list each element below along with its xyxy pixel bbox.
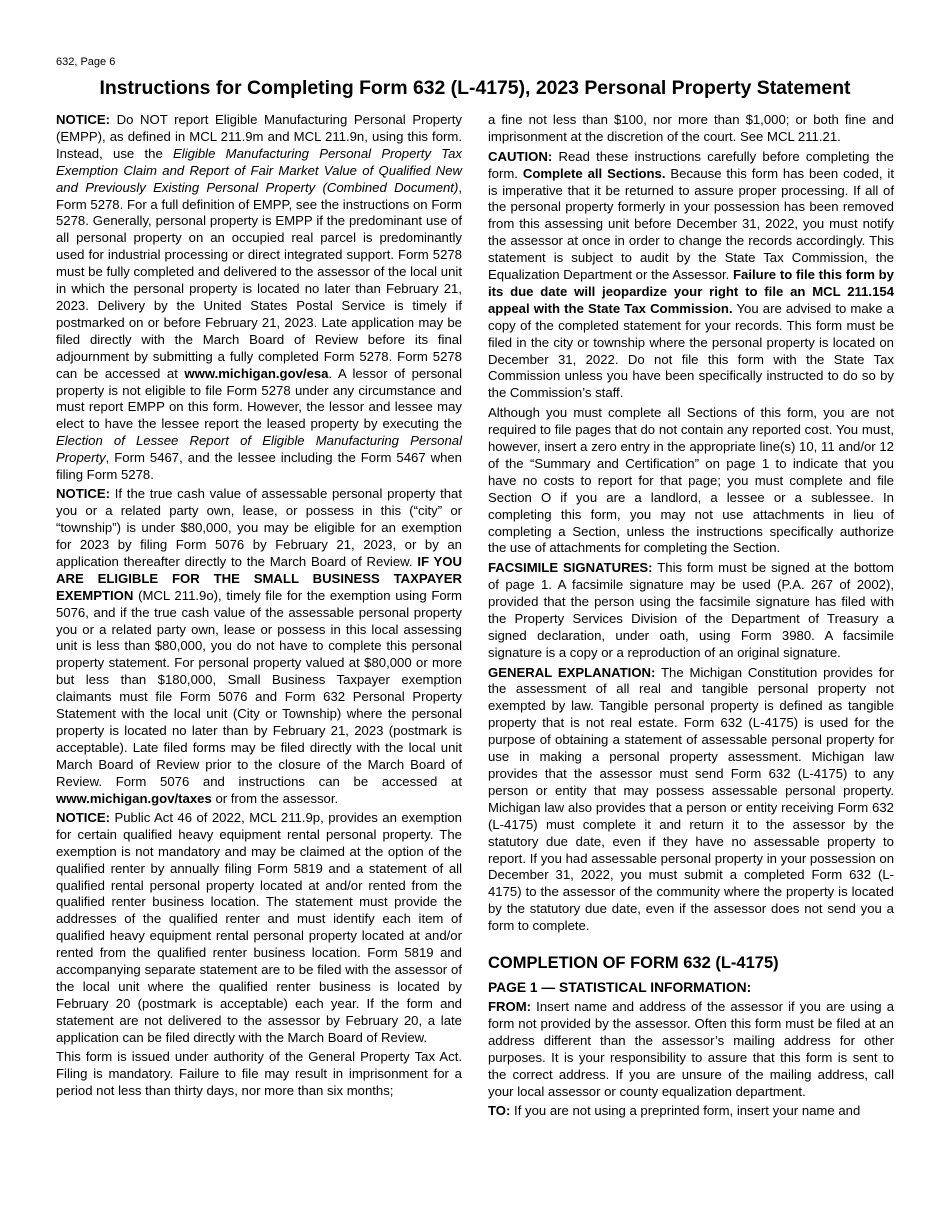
general-explanation-paragraph	[488, 665, 894, 936]
to-label: TO:	[488, 1103, 511, 1119]
paragraph-text: Insert name and address of the assessor if you are using a form not provided by the assessor. Often this form must be filed at an address different than the assessor’s mailing address for other purposes. It is your responsibility to assure that this form is sent to the correct address. If you are unsure of the mailing address, call your local assessor or county equalization department.	[488, 999, 894, 1099]
notice-small-business-paragraph	[56, 486, 462, 807]
paragraph-text: Although you must complete all Sections of this form, you are not required to file pages that do not contain any reported cost. You must, however, insert a zero entry in the appropriate line(s) 10, 11 and/or 12 of the “Summary and Certification” on page 1 to indicate that you have no costs to report for that page; you must complete and file Section O if you are a landlord, a lessee or a sublessee. In completing this form, you may not use attachments in lieu of completing a Section, unless the instructions specifically authorize the use of attachments for completing the Section.	[488, 405, 894, 556]
paragraph-text: a fine not less than $100, nor more than $1,000; or both fine and imprisonment at the discretion of the court. See MCL 211.21.	[488, 112, 894, 144]
paragraph-text: If the true cash value of assessable personal property that you or a related party own, lease, or possess in this (“city” or “township”) is under $80,000, you may be eligible for an exemption for 2023 by filing Form 5076 by February 21, 2023, or by an application thereafter directly to the March Board of Review.	[56, 486, 462, 569]
bold-phrase: Failure to file this form by its due date will jeopardize your right to file an MCL 211.154 appeal with the State Tax Commission.	[488, 267, 894, 316]
section-heading: COMPLETION OF FORM 632 (L-4175)	[488, 954, 779, 973]
paragraph-text: This form is issued under authority of the General Property Tax Act. Filing is mandatory. Failure to file may result in imprisonment for a period not less than thirty days, nor more than six months;	[56, 1049, 462, 1098]
facsimile-paragraph	[488, 560, 894, 661]
from-label: FROM:	[488, 999, 532, 1015]
form-title-italic: Election of Lessee Report of Eligible Manufacturing Personal Property	[56, 433, 462, 466]
form-title-italic: Eligible Manufacturing Personal Property Tax Exemption Claim and Report of Fair Market Value of Qualified New and Previously Existing Personal Property (Combined Document)	[56, 145, 462, 195]
paragraph-text: Because this form has been coded, it is imperative that it be returned to assure proper processing. If all of the personal property formerly in your possession has been removed from this assessing unit before December 31, 2022, you must notify the assessor at once in order to change the records accordingly. This statement is subject to audit by the State Tax Commission, the Equalization Department or the Assessor.	[488, 165, 894, 283]
paragraph-text: This form must be signed at the bottom of page 1. A facsimile signature may be used (P.A. 267 of 2002), provided that the person using the facsimile signature has filed with the Property Services Division of the Department of Treasury a signed declaration, under oath, using Form 3980. A facsimile signature is a copy or a reproduction of an original signature.	[488, 560, 894, 660]
general-explanation-label: GENERAL EXPLANATION:	[488, 664, 656, 680]
penalty-continuation-paragraph	[488, 112, 894, 146]
esa-url: www.michigan.gov/esa	[184, 365, 329, 381]
authority-paragraph	[56, 1049, 462, 1100]
to-paragraph	[488, 1103, 894, 1120]
paragraph-text: (MCL 211.9o), timely file for the exemption using Form 5076, and if the true cash value of the assessable personal property you or a related party own, lease or possess in this local assessing unit is less than $80,000, you do not have to complete this personal property statement. For personal property valued at $80,000 or more but less than $180,000, Small Business Taxpayer exemption claimants must file Form 5076 and Form 632 Personal Property Statement with the local unit (City or Township) where the personal property is located no later than by February 21, 2023 (postmark is acceptable). Late filed forms may be filed directly with the local unit March Board of Review prior to the closure of the March Board of Review. Form 5076 and instructions can be accessed at	[56, 587, 462, 789]
paragraph-text: If you are not using a preprinted form, insert your name and	[510, 1103, 861, 1119]
notice-label: NOTICE:	[56, 486, 111, 502]
paragraph-text: Read these instructions carefully before completing the form.	[488, 148, 894, 181]
caution-paragraph	[488, 149, 894, 403]
facsimile-label: FACSIMILE SIGNATURES:	[488, 560, 653, 576]
paragraph-text: , Form 5278. For a full definition of EMPP, see the instructions on Form 5278. Generally, personal property is EMPP if the predominant use of all personal property on an occupied real parcel is predominantly used for industrial processing or direct integrated support. Form 5278 must be fully completed and delivered to the assessor of the local unit in which the personal property is located no later than February 21, 2023. Delivery by the United States Postal Service is timely if postmarked on or before February 21, 2023. Late application may be filed directly with the March Board of Review before its final adjournment by submitting a fully completed Form 5278. Form 5278 can be accessed at	[56, 179, 462, 381]
notice-label: NOTICE:	[56, 112, 111, 127]
paragraph-text: Do NOT report Eligible Manufacturing Personal Property (EMPP), as defined in MCL 211.9m and MCL 211.9n, using this form. Instead, use the	[56, 112, 462, 161]
paragraph-text: . A lessor of personal property is not eligible to file Form 5278 under any circumstance and must report EMPP on this form. However, the lessor and lessee may elect to have the lessee report the leased property by executing the	[56, 365, 462, 432]
bold-phrase: IF YOU ARE ELIGIBLE FOR THE SMALL BUSINESS TAXPAYER EXEMPTION	[56, 553, 462, 603]
right-column	[488, 112, 894, 1123]
sections-paragraph	[488, 405, 894, 557]
left-column	[56, 112, 462, 1102]
paragraph-text: The Michigan Constitution provides for the assessment of all real and tangible personal property not exempted by law. Tangible personal property is defined as tangible property that is not real estate. Form 632 (L-4175) is used for the purpose of obtaining a statement of assessable personal property for use in making a personal property assessment. Michigan law provides that the assessor must send Form 632 (L-4175) to any person or entity that may possess assessable personal property. Michigan law also provides that a person or entity receiving Form 632 (L-4175) must complete it and return it to the assessor by the statutory due date, even if they have no assessable property to report. If you had assessable personal property in your possession on December 31, 2022, you must submit a completed Form 632 (L-4175) to the assessor of the community where the property is located by the statutory due date, even if the assessor does not send you a form to complete.	[488, 664, 894, 934]
document-title: Instructions for Completing Form 632 (L-4175), 2023 Personal Property Statement	[99, 77, 851, 99]
caution-label: CAUTION:	[488, 148, 553, 164]
taxes-url: www.michigan.gov/taxes	[56, 790, 212, 806]
notice-empp-paragraph	[56, 112, 462, 484]
notice-label: NOTICE:	[56, 809, 111, 825]
from-paragraph	[488, 999, 894, 1100]
paragraph-text: You are advised to make a copy of the completed statement for your records. This form must be filed in the city or township where the personal property is located on December 31, 2022. Do not file this form with the State Tax Commission unless you have been specifically instructed to do so by the Commission’s staff.	[488, 300, 894, 401]
paragraph-text: , Form 5467, and the lessee including the Form 5467 when filing Form 5278.	[56, 450, 462, 483]
paragraph-text: Public Act 46 of 2022, MCL 211.9p, provides an exemption for certain qualified heavy equipment rental personal property. The exemption is not mandatory and may be claimed at the option of the qualified renter by annually filing Form 5819 and a statement of all qualified rental personal property located at and/or rented from the qualified renter business location. The statement must provide the addresses of the qualified renter and must identify each item of qualified heavy equipment rental personal property located at and/or rented from the qualified renter business location. Form 5819 and accompanying separate statement are to be filed with the assessor of the local unit where the qualified renter business is located by February 20 (postmark is acceptable) each year. If the form and statement are not delivered to the assessor by February 20, a late application can be filed directly with the March Board of Review.	[56, 809, 462, 1045]
page-reference: 632, Page 6	[56, 56, 116, 68]
sub-heading: PAGE 1 — STATISTICAL INFORMATION:	[488, 980, 752, 996]
bold-phrase: Complete all Sections.	[522, 165, 666, 181]
notice-heavy-equipment-paragraph	[56, 810, 462, 1047]
paragraph-text: or from the assessor.	[211, 790, 339, 806]
